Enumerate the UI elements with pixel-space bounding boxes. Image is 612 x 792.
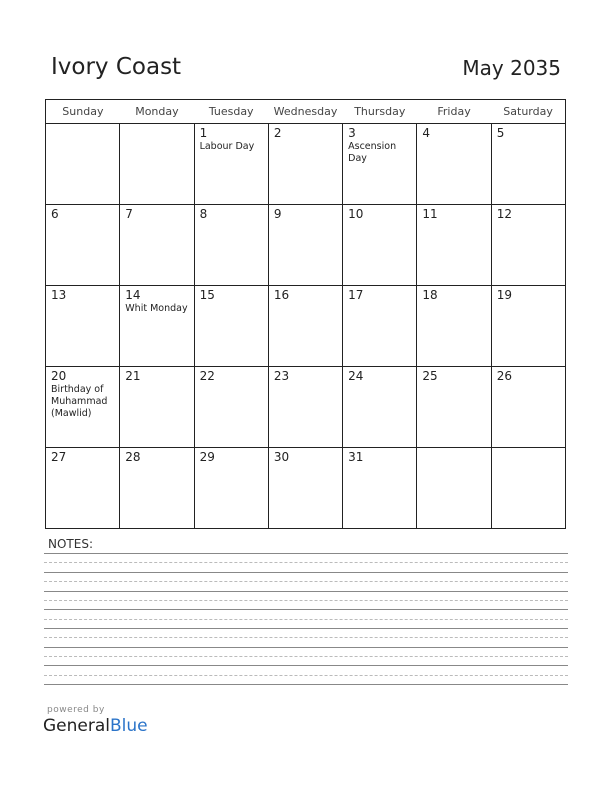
calendar-day-cell xyxy=(417,367,491,448)
calendar-day-cell xyxy=(491,286,565,367)
holiday-event: Whit Monday xyxy=(125,303,188,314)
day-number: 21 xyxy=(125,369,141,383)
calendar-day-cell xyxy=(46,448,120,529)
calendar-day-cell xyxy=(268,205,342,286)
brand-general: General xyxy=(43,716,110,736)
calendar-day-cell xyxy=(46,367,120,448)
day-number: 29 xyxy=(199,450,215,464)
calendar-day-cell xyxy=(491,448,565,529)
calendar-day-cell xyxy=(417,205,491,286)
notes-line xyxy=(44,665,568,666)
day-number: 4 xyxy=(422,126,431,140)
day-number: 14 xyxy=(125,288,141,302)
calendar-day-cell xyxy=(46,205,120,286)
notes-line xyxy=(44,572,568,573)
notes-line xyxy=(44,637,568,638)
weekday-header-row xyxy=(46,100,566,124)
calendar-day-cell xyxy=(120,286,194,367)
calendar-day-cell xyxy=(417,286,491,367)
calendar-day-cell xyxy=(491,124,565,205)
day-number: 16 xyxy=(273,288,290,302)
calendar-day-cell xyxy=(120,448,194,529)
day-number: 8 xyxy=(199,207,208,221)
notes-line xyxy=(44,600,568,601)
day-number: 20 xyxy=(51,369,67,383)
day-number: 18 xyxy=(422,288,438,302)
calendar-week-row xyxy=(46,124,566,205)
day-number: 3 xyxy=(348,126,356,140)
calendar-week-row xyxy=(46,286,566,367)
calendar-day-cell xyxy=(268,448,342,529)
brand-blue: Blue xyxy=(110,716,148,736)
calendar-day-cell xyxy=(268,124,342,205)
day-number: 1 xyxy=(199,126,208,140)
day-number: 10 xyxy=(348,207,364,221)
weekday-header: Saturday xyxy=(491,100,565,124)
weekday-header: Sunday xyxy=(46,100,120,124)
holiday-event: Birthday of Muhammad (Mawlid) xyxy=(51,384,108,419)
day-number: 17 xyxy=(348,288,364,302)
notes-line xyxy=(44,609,568,610)
calendar-day-cell xyxy=(120,124,194,205)
day-number: 12 xyxy=(496,207,512,221)
day-number: 2 xyxy=(273,126,282,140)
day-number: 7 xyxy=(125,207,133,221)
weekday-header: Tuesday xyxy=(194,100,268,124)
day-number: 25 xyxy=(422,369,438,383)
calendar-day-cell xyxy=(417,448,491,529)
notes-line xyxy=(44,562,568,563)
day-number: 31 xyxy=(348,450,364,464)
notes-line xyxy=(44,684,568,685)
calendar-day-cell xyxy=(343,448,417,529)
calendar-day-cell xyxy=(120,205,194,286)
day-number: 15 xyxy=(199,288,215,302)
notes-line xyxy=(44,591,568,592)
day-number: 26 xyxy=(496,369,512,383)
calendar-day-cell xyxy=(194,367,268,448)
powered-by-text: powered by xyxy=(47,705,105,715)
day-number: 11 xyxy=(422,207,438,221)
weekday-header: Friday xyxy=(417,100,491,124)
day-number: 23 xyxy=(273,369,290,383)
notes-line xyxy=(44,581,568,582)
day-number: 30 xyxy=(273,450,290,464)
day-number: 9 xyxy=(273,207,282,221)
day-number: 13 xyxy=(51,288,67,302)
calendar-day-cell xyxy=(417,124,491,205)
day-number: 6 xyxy=(51,207,59,221)
notes-line xyxy=(44,647,568,648)
weekday-header: Thursday xyxy=(343,100,417,124)
day-number: 24 xyxy=(348,369,364,383)
day-number: 22 xyxy=(199,369,215,383)
calendar-week-row xyxy=(46,367,566,448)
calendar-day-cell xyxy=(491,367,565,448)
notes-line xyxy=(44,675,568,676)
calendar-grid xyxy=(45,99,566,529)
day-number: 28 xyxy=(125,450,141,464)
calendar-day-cell xyxy=(194,286,268,367)
calendar-day-cell xyxy=(46,124,120,205)
notes-line xyxy=(44,628,568,629)
month-year-title: May 2035 xyxy=(462,56,561,80)
calendar-day-cell xyxy=(268,367,342,448)
calendar-day-cell xyxy=(343,205,417,286)
notes-line xyxy=(44,656,568,657)
calendar-week-row xyxy=(46,205,566,286)
notes-label: NOTES: xyxy=(48,537,93,551)
calendar-day-cell xyxy=(268,286,342,367)
day-number: 19 xyxy=(496,288,512,302)
calendar-day-cell xyxy=(194,448,268,529)
calendar-day-cell xyxy=(194,124,268,205)
calendar-week-row xyxy=(46,448,566,529)
country-title: Ivory Coast xyxy=(51,54,182,80)
calendar-day-cell xyxy=(491,205,565,286)
generalblue-logo xyxy=(43,716,148,736)
day-number: 27 xyxy=(51,450,67,464)
notes-line xyxy=(44,619,568,620)
calendar-day-cell xyxy=(120,367,194,448)
weekday-header: Monday xyxy=(120,100,194,124)
calendar-day-cell xyxy=(343,367,417,448)
holiday-event: Labour Day xyxy=(199,141,255,152)
calendar-day-cell xyxy=(343,124,417,205)
notes-line xyxy=(44,553,568,554)
calendar-day-cell xyxy=(343,286,417,367)
calendar-day-cell xyxy=(46,286,120,367)
calendar-day-cell xyxy=(194,205,268,286)
weekday-header: Wednesday xyxy=(268,100,342,124)
holiday-event: Ascension Day xyxy=(348,141,397,164)
day-number: 5 xyxy=(496,126,505,140)
